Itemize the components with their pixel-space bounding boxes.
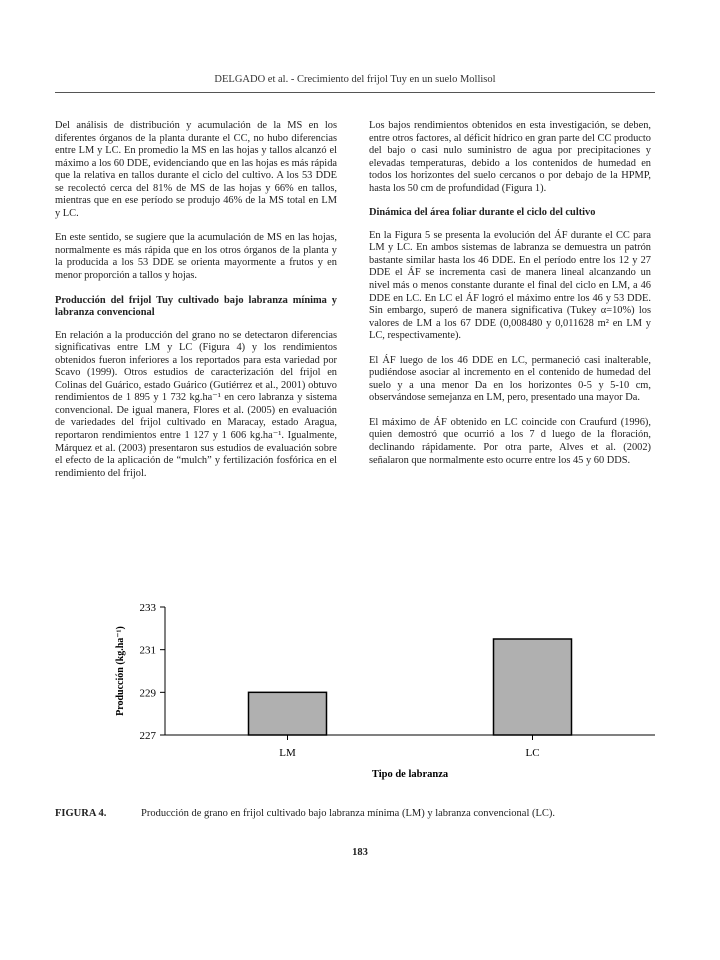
y-tick-label: 231 (139, 644, 156, 657)
x-tick-label: LC (525, 747, 540, 759)
caption-text: Producción de grano en frijol cultivado bajo labranza mínima (LM) y labranza convencional (LC). (141, 808, 556, 819)
caption-label: FIGURA 4. (55, 808, 107, 819)
page-number: 183 (352, 847, 368, 858)
right-paragraph-1: Los bajos rendimientos obtenidos en esta investigación, se deben, entre otros factores, al déficit hídrico en gran parte del CC producto del bajo o casi nulo suministro de agua por precipitaciones y elevadas temperaturas, debido a los contenidos de humedad en todos los horizontes del suelo cercanos o por debajo de la HPMP, hasta los 50 cm de profundidad (Figura 1). (369, 120, 651, 194)
bar-lm (249, 692, 327, 735)
bar-chart-svg (95, 595, 655, 785)
figure-caption (55, 808, 675, 819)
right-column (369, 120, 651, 479)
y-axis-title: Producción (kg.ha⁻¹) (115, 626, 126, 716)
right-paragraph-3: El ÁF luego de los 46 DDE en LC, permaneció casi inalterable, pudiéndose asociar al incremento en el contenido de humedad del suelo y a una menor Da en los horizontes 0-5 y 5-10 cm, observándose semejanza en LM, pero, presentado una mayor Da. (369, 354, 651, 404)
figure-4-chart (95, 595, 655, 785)
section-heading-production: Producción del frijol Tuy cultivado bajo labranza mínima y labranza convencional (55, 294, 337, 319)
header-rule (55, 92, 655, 93)
left-paragraph-1: Del análisis de distribución y acumulación de la MS en los diferentes órganos de la planta durante el CC, no hubo diferencias entre LM y LC. En promedio la MS en las hojas y tallos alcanzó el máximo a los 60 DDE, evidenciando que en las hojas es más rápida que la relativa en tallos durante el ciclo del cultivo. A los 53 DDE se recolectó cerca del 81% de MS de las hojas y 66% en tallos, mientras que en ese período se produjo 46% de la MS total en LM y LC. (55, 120, 337, 219)
y-tick-label: 233 (139, 602, 156, 614)
x-tick-label: LM (279, 747, 296, 759)
y-tick-label: 229 (139, 687, 156, 700)
x-axis-title: Tipo de labranza (371, 769, 449, 780)
bar-lc (494, 639, 572, 735)
running-header: DELGADO et al. - Crecimiento del frijol Tuy en un suelo Mollisol (214, 74, 496, 85)
left-paragraph-2: En este sentido, se sugiere que la acumulación de MS en las hojas, normalmente es más rápida que en los otros órganos de la planta y la producida a los 53 DDE se orienta mayormente a frutos y en menor proporción a tallos y hojas. (55, 232, 337, 282)
left-column (55, 120, 337, 492)
section-heading-leaf-area: Dinámica del área foliar durante el ciclo del cultivo (369, 207, 596, 219)
right-paragraph-4: El máximo de ÁF obtenido en LC coincide con Craufurd (1996), quien demostró que ocurrió a los 7 d luego de la floración, declinando rápidamente. Por otra parte, Alves et al. (2002) señalaron que normalmente esto ocurre entre los 45 y 60 DDS. (369, 416, 651, 466)
left-paragraph-3: En relación a la producción del grano no se detectaron diferencias significativas entre LM y LC (Figura 4) y los rendimientos obtenidos fueron inferiores a los reportados para esta variedad por Scavo (1999). Otros estudios de caracterización del frijol en Colinas del Guárico, estado Guárico (Gutiérrez et al., 2001) obtuvo rendimientos de 1 895 y 1 732 kg.ha⁻¹ en cero labranza y sistema convencional. De igual manera, Flores et al. (2005) en evaluación de variedades del frijol cultivado en Maracay, estado Aragua, reportaron rendimientos entre 1 127 y 1 606 kg.ha⁻¹. Igualmente, Márquez et al. (2003) presentaron sus estudios de evaluación sobre el efecto de la aplicación de “mulch” y fertilización fosfórica en el rendimiento del frijol. (55, 329, 337, 479)
right-paragraph-2: En la Figura 5 se presenta la evolución del ÁF durante el CC para LM y LC. En ambos sistemas de labranza se demuestra un patrón bastante similar hasta los 46 DDE. En el período entre los 12 y 27 DDE el ÁF se incrementa casi de manera lineal alcanzando un nivel más o menos constante durante el final del ciclo en LM, a 46 DDE en LC. En LC el ÁF logró el máximo entre los 46 y 53 DDE. Sin embargo, superó de manera significativa (Tukey α=10%) los valores de LM a los 67 DDE (0,008480 y 0,011628 m² en LM y LC, respectivamente). (369, 229, 651, 342)
y-tick-label: 227 (139, 730, 156, 742)
